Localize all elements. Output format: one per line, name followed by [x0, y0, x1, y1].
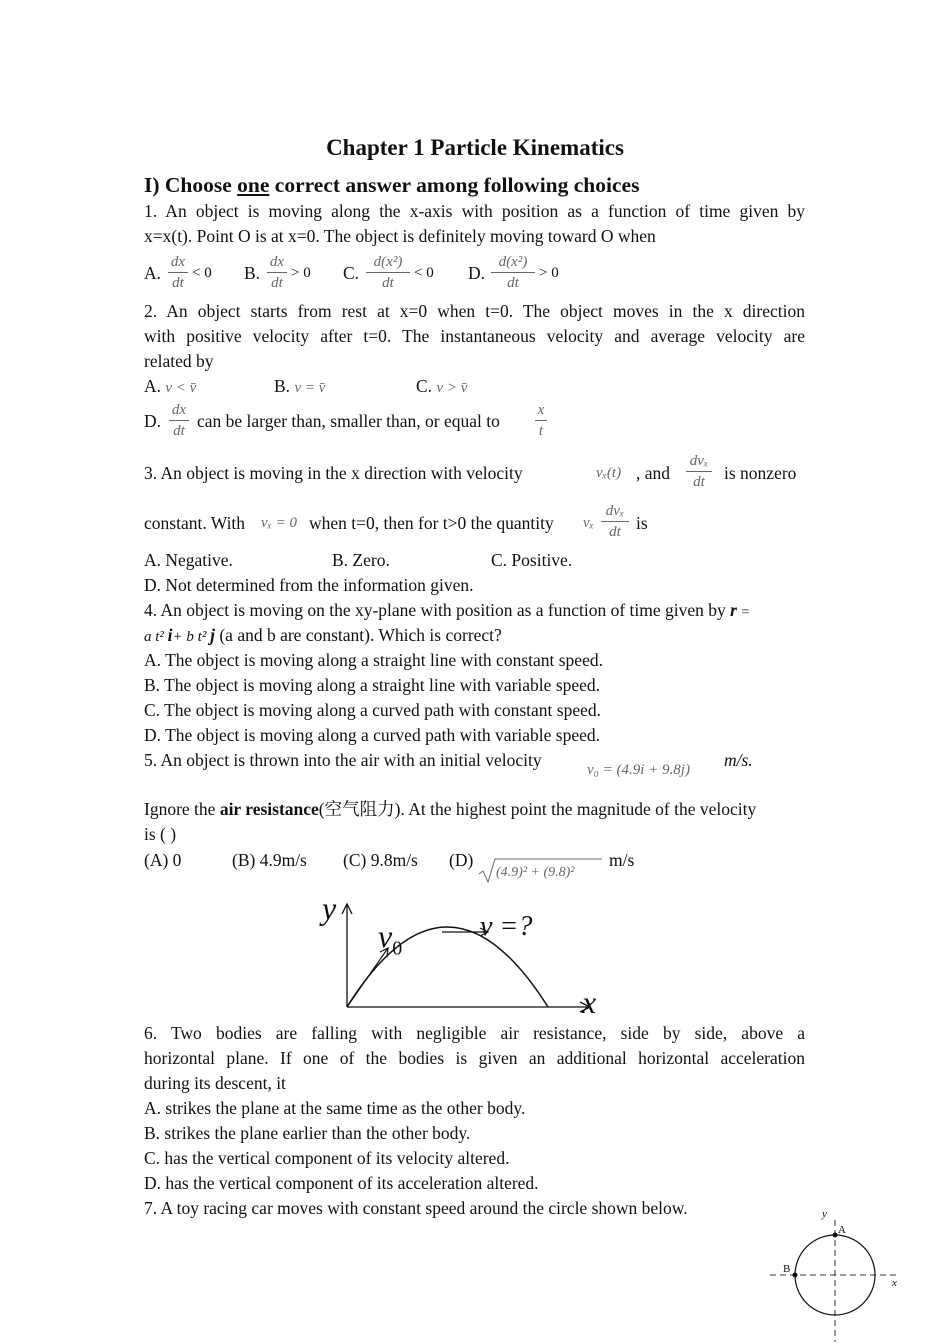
q1-c-rel: < 0 — [414, 265, 434, 281]
q5-trajectory-figure — [320, 892, 620, 1022]
section-heading: I) Choose one correct answer among following choices — [144, 173, 640, 197]
q7-circle-figure — [765, 1212, 905, 1344]
q3-option-b: B. Zero. — [332, 550, 390, 570]
q1-d-rel: > 0 — [539, 265, 559, 281]
q2-d-text: can be larger than, smaller than, or equal to — [197, 411, 500, 431]
q7-line1: 7. A toy racing car moves with constant speed around the circle shown below. — [144, 1198, 688, 1218]
q6-option-d: D. has the vertical component of its acceleration altered. — [144, 1173, 539, 1193]
q5-d-unit: m/s — [609, 850, 635, 870]
q5-option-c: (C) 9.8m/s — [343, 850, 418, 870]
q2-line3: related by — [144, 351, 214, 371]
q6-option-c: C. has the vertical component of its velocity altered. — [144, 1148, 510, 1168]
q1-line1: 1. An object is moving along the x-axis with position as a function of time given by — [144, 201, 805, 221]
q2-option-a: A. v < v̄ — [144, 376, 197, 396]
q3-p2: , and — [636, 463, 671, 483]
q6-option-b: B. strikes the plane earlier than the other body. — [144, 1123, 471, 1143]
q5-fig-v-label: v =? — [480, 911, 533, 942]
q1-b-fraction: dx dt — [267, 254, 287, 291]
q3-p1: 3. An object is moving in the x direction with velocity — [144, 463, 523, 483]
q1-option-c: C. — [343, 263, 360, 283]
q3-option-c: C. Positive. — [491, 550, 573, 570]
q3-p4: constant. With — [144, 513, 246, 533]
q2-line2: with positive velocity after t=0. The instantaneous velocity and average velocity are — [144, 326, 805, 346]
q5-option-a: (A) 0 — [144, 850, 182, 870]
q6-line3: during its descent, it — [144, 1073, 286, 1093]
q3-dvx-dt: dvₓ dt — [686, 453, 712, 490]
q5-line2: Ignore the air resistance(空气阻力). At the highest point the magnitude of the velocity — [144, 799, 757, 819]
q3-option-d: D. Not determined from the information given. — [144, 575, 474, 595]
q7-fig-y-label: y — [822, 1208, 827, 1220]
q6-line1: 6. Two bodies are falling with negligible air resistance, side by side, above a — [144, 1023, 805, 1043]
q6-option-a: A. strikes the plane at the same time as the other body. — [144, 1098, 526, 1118]
q1-a-fraction: dx dt — [168, 254, 188, 291]
q1-b-rel: > 0 — [291, 265, 311, 281]
q2-option-c: C. v > v̄ — [416, 376, 468, 396]
q6-line2: horizontal plane. If one of the bodies is given an additional horizontal acceleration — [144, 1048, 805, 1068]
q5-fig-y-label: y — [322, 890, 337, 926]
q3-vx: vₓ — [583, 515, 594, 531]
q3-option-a: A. Negative. — [144, 550, 233, 570]
q2-d-fraction: dx dt — [169, 402, 189, 439]
q3-p6: is — [636, 513, 648, 533]
q3-vx0: vₓ = 0 — [261, 515, 298, 531]
q5-option-d: (D) — [449, 850, 474, 870]
q3-p3: is nonzero — [724, 463, 797, 483]
q1-c-fraction: d(x²) dt — [366, 254, 410, 291]
q4-option-c: C. The object is moving along a curved path with constant speed. — [144, 700, 602, 720]
q5-v0: v₀ = (4.9i + 9.8j) — [587, 762, 690, 778]
page-title: Chapter 1 Particle Kinematics — [326, 135, 624, 160]
q3-p5: when t=0, then for t>0 the quantity — [309, 513, 554, 533]
q1-line2: x=x(t). Point O is at x=0. The object is definitely moving toward O when — [144, 226, 656, 246]
q5-option-b: (B) 4.9m/s — [232, 850, 307, 870]
q1-a-rel: < 0 — [192, 265, 212, 281]
q5-line3: is ( ) — [144, 824, 177, 844]
q7-fig-a-label: A — [838, 1224, 846, 1236]
q3-vxt: vₓ(t) — [596, 465, 622, 481]
q1-option-a: A. — [144, 263, 162, 283]
q5-unit: m/s. — [724, 750, 753, 770]
q1-option-d: D. — [468, 263, 486, 283]
q5-fig-v0-label: $v_0$ — [378, 918, 403, 960]
q4-option-d: D. The object is moving along a curved path with variable speed. — [144, 725, 601, 745]
q4-line2: a t² i+ b t² j (a and b are constant). Which is correct? — [144, 625, 502, 645]
q2-line1: 2. An object starts from rest at x=0 when t=0. The object moves in the x direction — [144, 301, 805, 321]
q4-line1: 4. An object is moving on the xy-plane with position as a function of time given by r = — [144, 600, 750, 620]
q7-fig-b-label: B — [783, 1263, 791, 1275]
q4-option-b: B. The object is moving along a straight line with variable speed. — [144, 675, 601, 695]
q2-option-b: B. v = v̄ — [274, 376, 326, 396]
q7-fig-x-label: x — [892, 1277, 897, 1289]
q5-d-expr: (4.9)² + (9.8)² — [496, 865, 575, 880]
q5-line1: 5. An object is thrown into the air with an initial velocity — [144, 750, 542, 770]
q2-option-d: D. — [144, 411, 162, 431]
q3-dvx-dt-2: dvₓ dt — [601, 503, 629, 540]
q5-fig-x-label: x — [582, 984, 597, 1020]
q1-d-fraction: d(x²) dt — [491, 254, 535, 291]
q2-d-xt: x t — [535, 402, 547, 439]
q1-option-b: B. — [244, 263, 261, 283]
q4-option-a: A. The object is moving along a straight line with constant speed. — [144, 650, 603, 670]
